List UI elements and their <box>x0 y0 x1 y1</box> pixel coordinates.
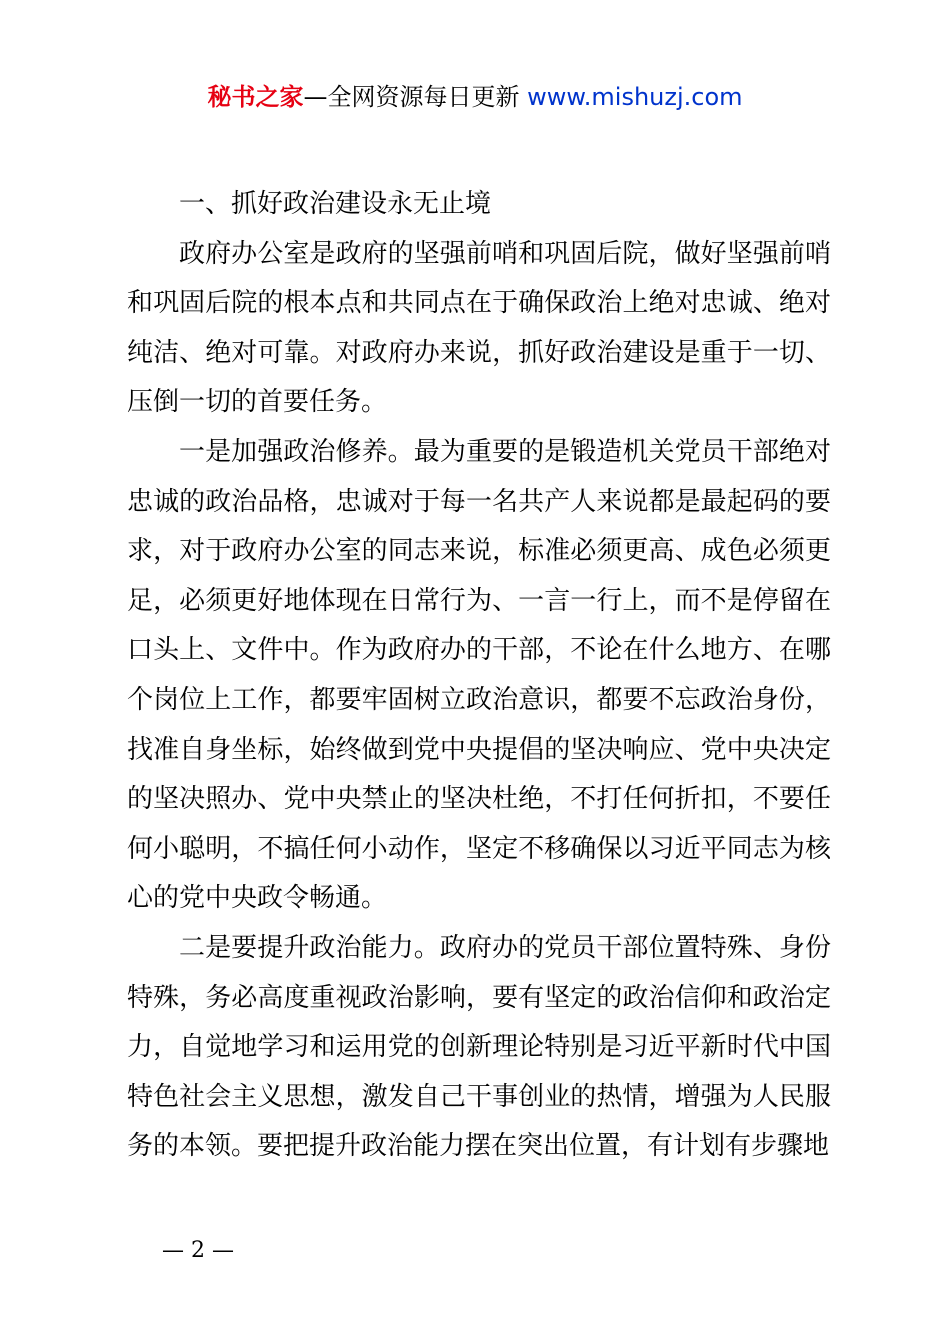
paragraph: 政府办公室是政府的坚强前哨和巩固后院，做好坚强前哨和巩固后院的根本点和共同点在于确保政治上绝对忠诚、绝对纯洁、绝对可靠。对政府办来说，抓好政治建设是重于一切、压倒一切的首要任务。 <box>127 238 831 418</box>
document-body <box>127 180 831 1172</box>
page-number: — 2 — <box>162 1238 234 1263</box>
paragraph: 二是要提升政治能力。政府办的党员干部位置特殊、身份特殊，务必高度重视政治影响，要有坚定的政治信仰和政治定力，自觉地学习和运用党的创新理论特别是习近平新时代中国特色社会主义思想，激发自己干事创业的热情，增强为人民服务的本领。要把提升政治能力摆在突出位置，有计划有步骤地 <box>127 932 831 1162</box>
site-header <box>0 80 950 114</box>
header-tagline: —全网资源每日更新 <box>303 83 528 111</box>
paragraph: 一是加强政治修养。最为重要的是锻造机关党员干部绝对忠诚的政治品格，忠诚对于每一名共产人来说都是最起码的要求，对于政府办公室的同志来说，标准必须更高、成色必须更足，必须更好地体现在日常行为、一言一行上，而不是停留在口头上、文件中。作为政府办的干部，不论在什么地方、在哪个岗位上工作，都要牢固树立政治意识，都要不忘政治身份，找准自身坐标，始终做到党中央提倡的坚决响应、党中央决定的坚决照办、党中央禁止的坚决杜绝，不打任何折扣，不要任何小聪明，不搞任何小动作，坚定不移确保以习近平同志为核心的党中央政令畅通。 <box>127 436 831 914</box>
brand-name: 秘书之家 <box>207 83 304 111</box>
section-heading: 一、抓好政治建设永无止境 <box>179 189 492 219</box>
site-url-link[interactable]: www.mishuzj.com <box>527 83 743 111</box>
